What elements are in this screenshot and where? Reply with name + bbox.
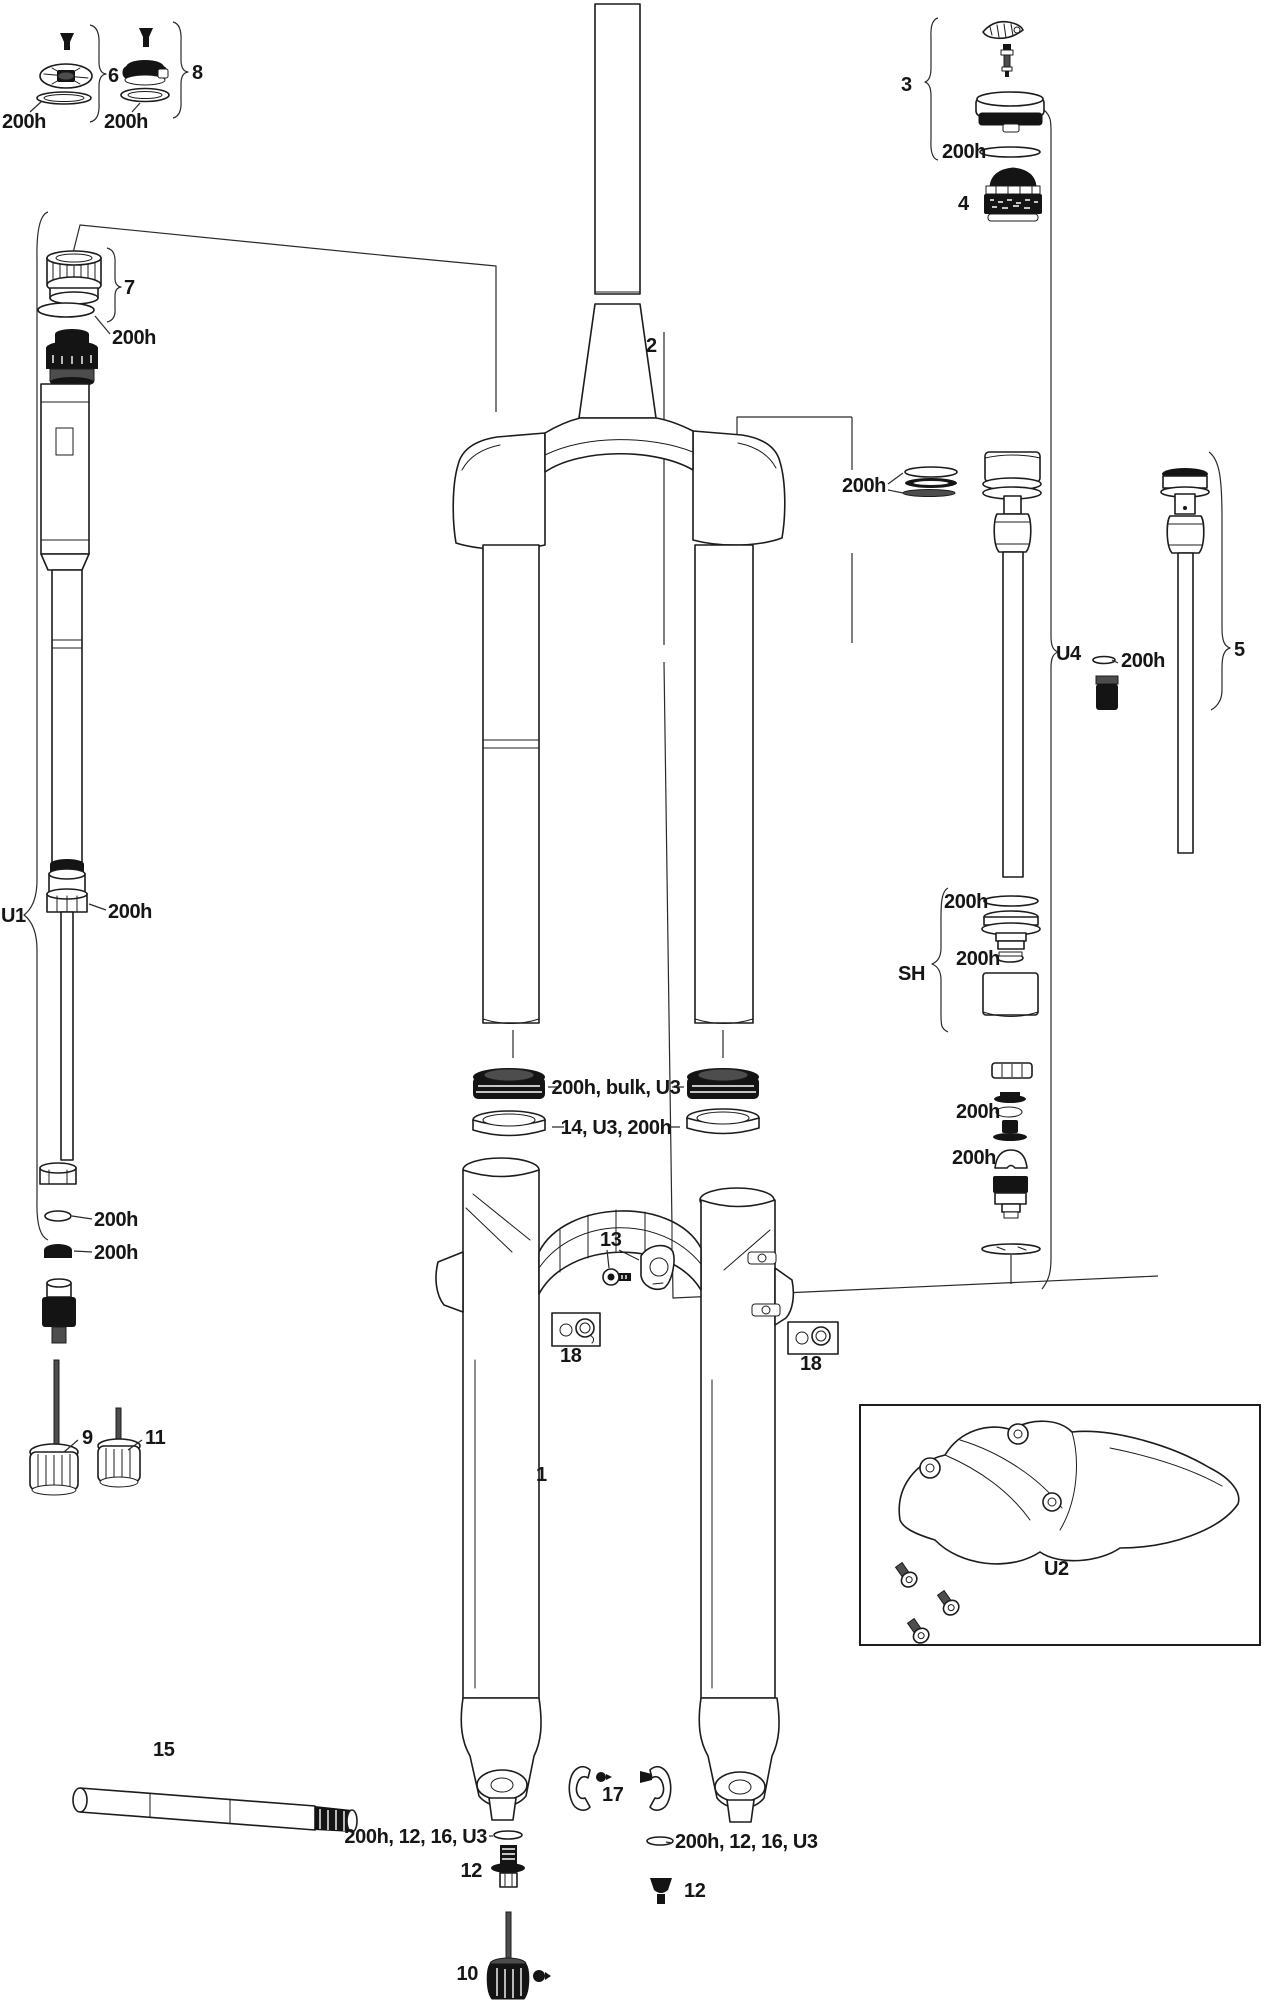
o-ring [38, 303, 94, 317]
damper-body [41, 384, 89, 862]
callout-item-8: 8 [192, 62, 203, 84]
item-12-left [344, 1826, 525, 1887]
brace-8 [173, 22, 188, 118]
group-6-compression-dial [2, 25, 119, 133]
item-4-cap [958, 168, 1042, 221]
callout-200h-sh-b: 200h [956, 948, 1000, 970]
item-12-right [647, 1831, 818, 1904]
brace-5 [1209, 452, 1230, 710]
screw-icon [60, 33, 74, 42]
dust-seal-right [687, 1068, 759, 1099]
callout-200h-group3: 200h [942, 141, 986, 163]
top-cap [976, 92, 1044, 132]
dust-seal-left [473, 1068, 545, 1099]
tool-9 [30, 1360, 93, 1495]
callout-crush-washer-right: 200h, 12, 16, U3 [675, 1831, 818, 1853]
c-clip [650, 1767, 671, 1810]
stanchion-right [695, 545, 753, 1023]
callout-item-5: 5 [1234, 639, 1245, 661]
crown-right-boss [693, 431, 785, 545]
steerer-taper [579, 304, 656, 418]
crush-washer [647, 1837, 673, 1845]
crush-washer [494, 1831, 522, 1839]
foam-ring-left [473, 1111, 545, 1136]
lowers-casting [436, 1158, 793, 1822]
callout-crush-washer-left: 200h, 12, 16, U3 [344, 1826, 487, 1848]
air-piston-stack [952, 1063, 1040, 1284]
callout-200h-bearing: 200h [94, 1242, 138, 1264]
damper-dial [46, 329, 98, 387]
stanchion-left [483, 545, 539, 1023]
damper-midshaft-hardware [47, 859, 152, 1160]
callout-item-17: 17 [602, 1784, 624, 1806]
callout-u2: U2 [1044, 1558, 1069, 1580]
callout-item-9: 9 [82, 1427, 93, 1449]
callout-200h-group6: 200h [2, 111, 46, 133]
brace-3 [925, 18, 938, 160]
callout-item-18b: 18 [800, 1353, 822, 1375]
group-8-rebound-dial [104, 22, 203, 133]
callout-item-11: 11 [145, 1427, 166, 1449]
seal-ring-stack [842, 467, 957, 497]
callout-item-12-right: 12 [684, 1880, 706, 1902]
callout-200h-group8: 200h [104, 111, 148, 133]
item-7-adjuster-knob [47, 251, 101, 304]
callout-200h-sh-a: 200h [944, 891, 988, 913]
sh-seal-head-group [898, 888, 1040, 1032]
callout-200h-item7: 200h [112, 327, 156, 349]
foam-ring-right [687, 1109, 759, 1134]
arch [539, 1211, 701, 1294]
callout-200h-piston-b: 200h [952, 1147, 996, 1169]
screw-icon [139, 28, 153, 37]
u2-fender-kit [860, 1405, 1260, 1646]
u1-damper-assembly [1, 212, 166, 1495]
steerer-tube [595, 4, 640, 294]
item-5-coil-shaft [1161, 452, 1245, 853]
item-18-right [788, 1322, 838, 1375]
callout-sh: SH [898, 963, 925, 985]
callout-item-6: 6 [108, 65, 119, 87]
callout-item-18: 18 [560, 1345, 582, 1367]
item-17-clips [569, 1767, 670, 1810]
damper-lower-hardware [40, 1163, 138, 1343]
callout-200h-piston-a: 200h [956, 1101, 1000, 1123]
callout-item-12-left: 12 [460, 1860, 482, 1882]
callout-item-15: 15 [153, 1739, 175, 1761]
item-15-axle [73, 1739, 357, 1832]
callout-item-3: 3 [901, 74, 912, 96]
knurled-band [984, 194, 1042, 214]
callout-item-2: 2 [646, 335, 657, 357]
tool-11 [98, 1408, 166, 1487]
u4-air-shaft [983, 452, 1082, 877]
c-clip [569, 1767, 590, 1810]
left-shoulder-flare [436, 1252, 463, 1312]
callout-item-4: 4 [958, 193, 969, 215]
callout-item-1: 1 [536, 1464, 547, 1486]
callout-item-10: 10 [456, 1963, 478, 1985]
brace-u1 [24, 212, 48, 1240]
air-spring-column [842, 452, 1245, 1284]
callout-item-7: 7 [124, 277, 135, 299]
callout-200h-small: 200h [1121, 650, 1165, 672]
callout-item-13: 13 [600, 1229, 622, 1251]
callout-u4: U4 [1056, 643, 1081, 665]
brace-6 [90, 25, 106, 122]
csu-steerer-crown [453, 4, 785, 1058]
callout-200h-midshaft: 200h [108, 901, 152, 923]
callout-200h-ring-stack: 200h [842, 475, 886, 497]
callout-foam-ring: 14, U3, 200h [560, 1117, 672, 1139]
callout-dust-seal: 200h, bulk, U3 [551, 1077, 681, 1099]
o-ring [980, 147, 1040, 157]
valve-core [1001, 44, 1013, 77]
brace-7 [107, 248, 121, 322]
small-seal-and-canister [1093, 650, 1165, 710]
group-3-air-topcap [901, 18, 1044, 163]
callout-200h-glidering: 200h [94, 1209, 138, 1231]
item-10-rebound-tool [457, 1912, 551, 1999]
left-leg [463, 1170, 539, 1698]
crown-left-boss [453, 433, 545, 549]
item-18-left [552, 1313, 600, 1367]
dust-seals [473, 1068, 759, 1139]
callout-u1: U1 [1, 905, 26, 927]
